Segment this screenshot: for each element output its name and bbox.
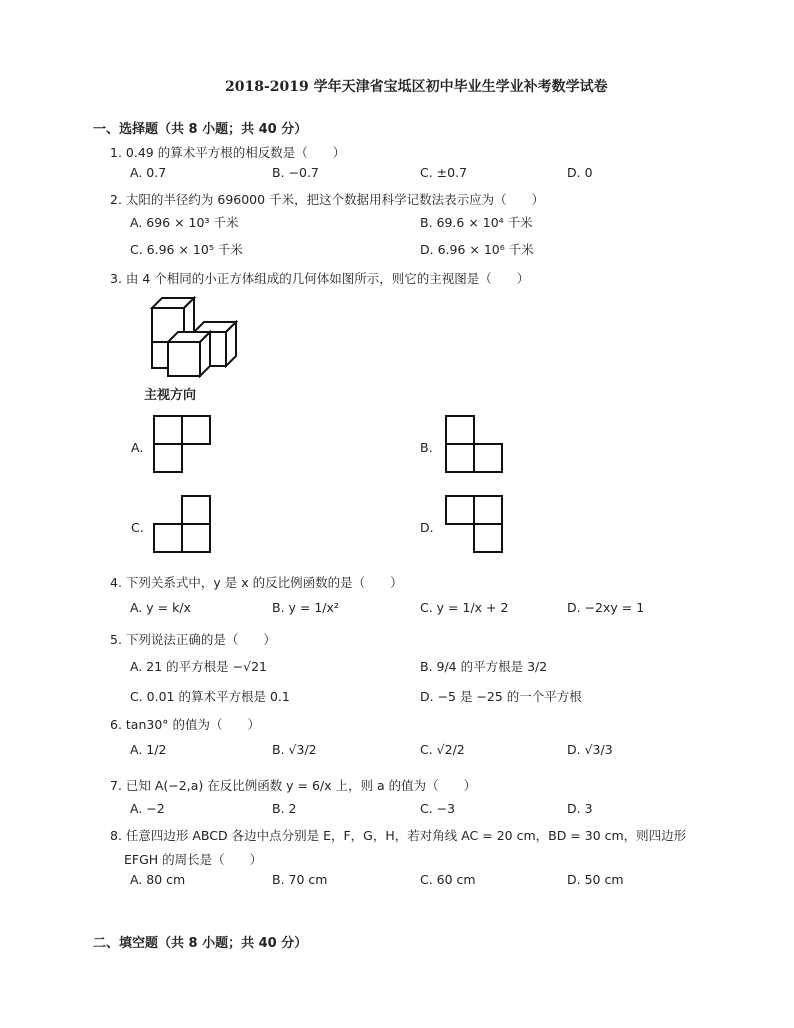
question-7-stem: 7. 已知 A(−2,a) 在反比例函数 y = 6/x 上，则 a 的值为（ ） [110, 778, 477, 793]
q3-option-c-figure [152, 494, 216, 558]
q3-option-a-figure [152, 414, 216, 478]
q8-option-c[interactable]: C. 60 cm [420, 872, 476, 887]
q6-option-d[interactable]: D. √3/3 [567, 742, 613, 757]
question-5-stem: 5. 下列说法正确的是（ ） [110, 632, 276, 647]
q5-option-a[interactable]: A. 21 的平方根是 −√21 [130, 659, 267, 674]
q7-option-c[interactable]: C. −3 [420, 801, 456, 816]
q3-option-a[interactable]: A. [131, 440, 144, 455]
q7-option-d[interactable]: D. 3 [567, 801, 593, 816]
q6-option-a[interactable]: A. 1/2 [130, 742, 167, 757]
q3-option-b-figure [444, 414, 508, 478]
q3-option-b[interactable]: B. [420, 440, 433, 455]
q8-option-b[interactable]: B. 70 cm [272, 872, 328, 887]
q1-option-a[interactable]: A. 0.7 [130, 165, 167, 180]
q1-option-d[interactable]: D. 0 [567, 165, 593, 180]
q4-option-a[interactable]: A. y = k/x [130, 600, 191, 615]
q7-option-b[interactable]: B. 2 [272, 801, 297, 816]
q6-option-b[interactable]: B. √3/2 [272, 742, 317, 757]
question-8-stem: 8. 任意四边形 ABCD 各边中点分别是 E，F，G，H，若对角线 AC = 20 cm，BD = 30 cm，则四边形 [110, 828, 687, 843]
q6-option-c[interactable]: C. √2/2 [420, 742, 465, 757]
q3-option-d-figure [444, 494, 508, 558]
q5-option-b[interactable]: B. 9/4 的平方根是 3/2 [420, 659, 548, 674]
q1-option-b[interactable]: B. −0.7 [272, 165, 319, 180]
q4-option-b[interactable]: B. y = 1/x² [272, 600, 339, 615]
q3-option-c[interactable]: C. [131, 520, 144, 535]
q2-option-b[interactable]: B. 69.6 × 10⁴ 千米 [420, 215, 533, 230]
q7-option-a[interactable]: A. −2 [130, 801, 165, 816]
view-direction-label: 主视方向 [144, 388, 197, 403]
section-heading-fill-in: 二、填空题（共 8 小题；共 40 分） [93, 936, 308, 951]
q8-option-d[interactable]: D. 50 cm [567, 872, 624, 887]
q1-option-c[interactable]: C. ±0.7 [420, 165, 468, 180]
page-title: 2018-2019 学年天津省宝坻区初中毕业生学业补考数学试卷 [225, 79, 608, 95]
q4-option-c[interactable]: C. y = 1/x + 2 [420, 600, 509, 615]
q3-option-d[interactable]: D. [420, 520, 434, 535]
question-1-stem: 1. 0.49 的算术平方根的相反数是（ ） [110, 145, 346, 160]
question-3-stem: 3. 由 4 个相同的小正方体组成的几何体如图所示，则它的主视图是（ ） [110, 271, 530, 286]
q2-option-a[interactable]: A. 696 × 10³ 千米 [130, 215, 239, 230]
q4-option-d[interactable]: D. −2xy = 1 [567, 600, 645, 615]
q2-option-d[interactable]: D. 6.96 × 10⁶ 千米 [420, 242, 534, 257]
q5-option-d[interactable]: D. −5 是 −25 的一个平方根 [420, 689, 582, 704]
question-6-stem: 6. tan30° 的值为（ ） [110, 717, 261, 732]
question-2-stem: 2. 太阳的半径约为 696000 千米，把这个数据用科学记数法表示应为（ ） [110, 192, 545, 207]
question-4-stem: 4. 下列关系式中，y 是 x 的反比例函数的是（ ） [110, 575, 403, 590]
q8-option-a[interactable]: A. 80 cm [130, 872, 186, 887]
question-8-stem-continued: EFGH 的周长是（ ） [124, 852, 263, 867]
q5-option-c[interactable]: C. 0.01 的算术平方根是 0.1 [130, 689, 290, 704]
q2-option-c[interactable]: C. 6.96 × 10⁵ 千米 [130, 242, 243, 257]
section-heading-choice: 一、选择题（共 8 小题；共 40 分） [93, 122, 308, 137]
